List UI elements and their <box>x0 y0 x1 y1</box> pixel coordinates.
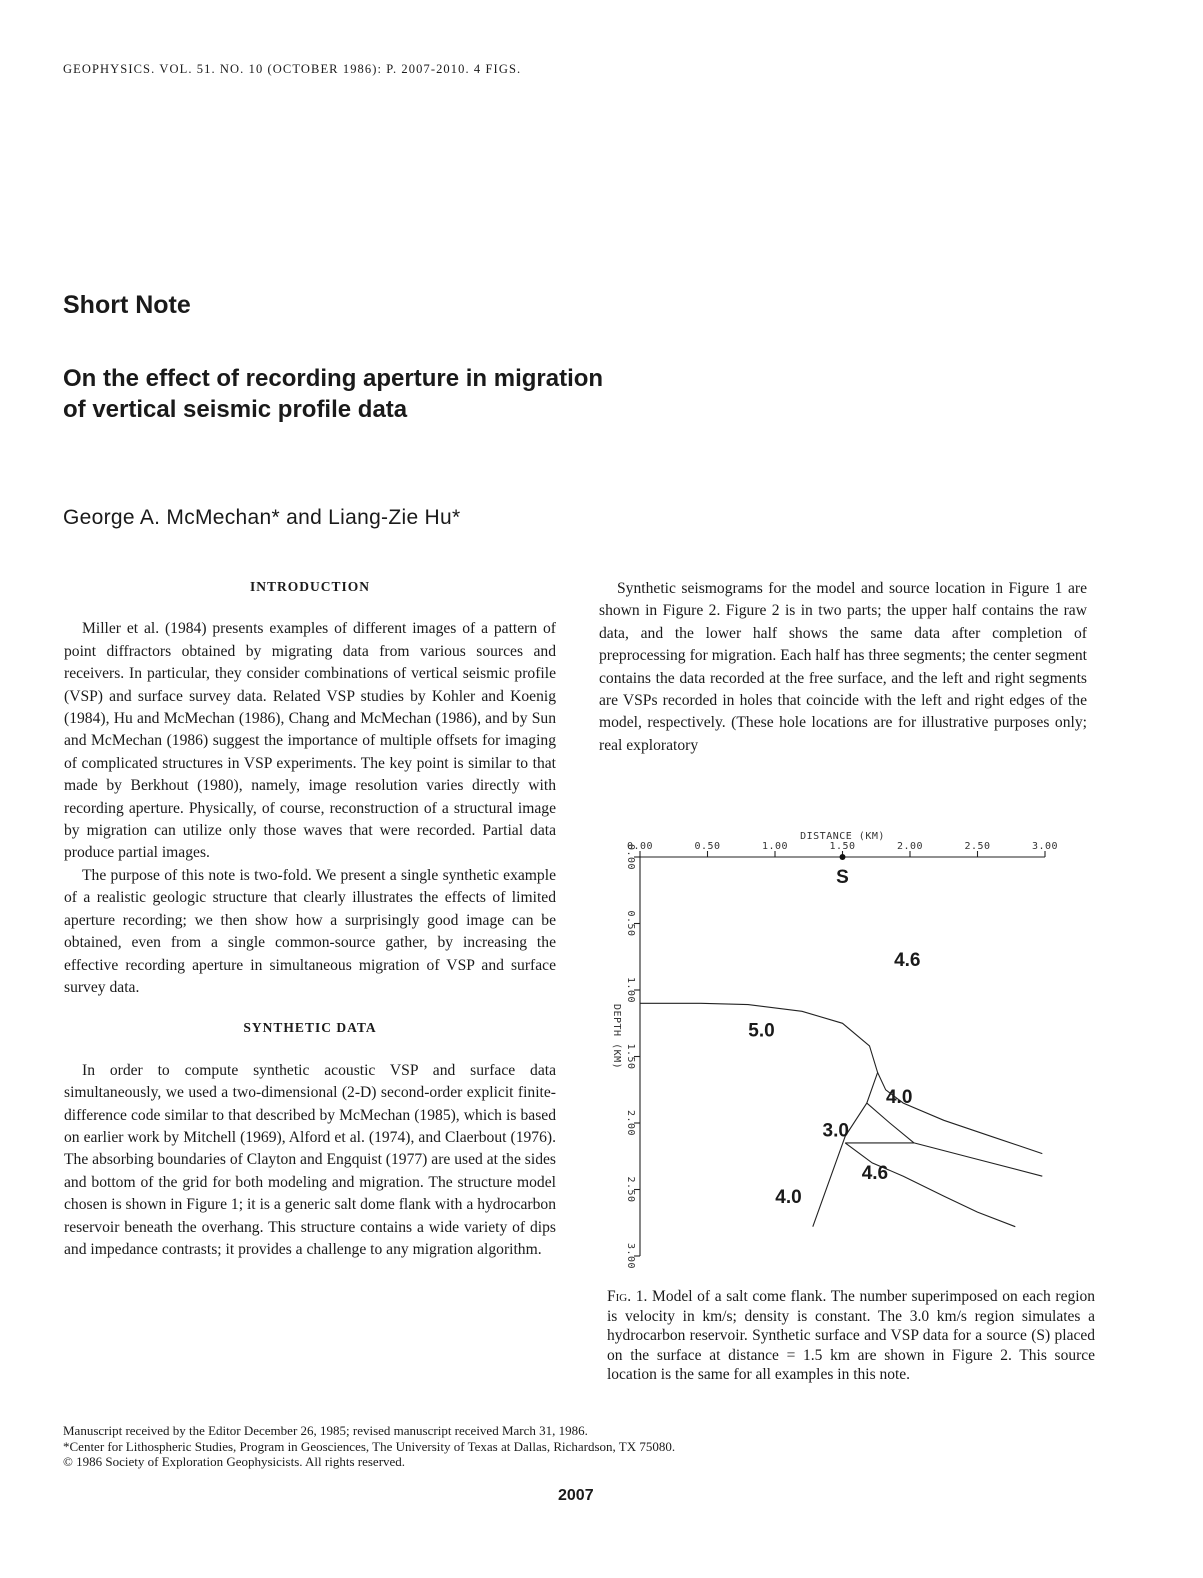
velocity-boundary-line <box>845 1143 1015 1227</box>
distance-tick-label: 2.00 <box>896 841 924 852</box>
left-column <box>64 576 556 1261</box>
figure-1-number: Fig. 1. <box>607 1288 648 1305</box>
figure-1-caption-text: Model of a salt come flank. The number superimposed on each region is velocity in km/s; density is constant. The 3.0 km/s region simulates a hydrocarbon reservoir. Synthetic surface and VSP data for a source (S) placed on the surface at distance = 1.5 km are shown in Figure 2. This source location is the same for all examples in this note. <box>607 1288 1096 1383</box>
depth-tick-label: 1.00 <box>625 976 636 1004</box>
source-marker <box>840 854 846 860</box>
region-velocity-label: 4.6 <box>894 950 921 972</box>
region-labels <box>748 950 920 1208</box>
figure-1 <box>600 826 1100 1281</box>
received-note: Manuscript received by the Editor December 26, 1985; revised manuscript received March 31, 1986. <box>63 1423 588 1438</box>
page-number: 2007 <box>558 1487 594 1504</box>
depth-tick-label: 3.00 <box>625 1242 636 1270</box>
synthetic-data-heading: SYNTHETIC DATA <box>243 1020 377 1036</box>
region-velocity-label: 3.0 <box>822 1120 849 1142</box>
intro-paragraph-1: Miller et al. (1984) presents examples of different images of a pattern of point diffractors obtained by migrating data from various sources and receivers. In particular, they consider combinations of vertical seismic profile (VSP) and surface survey data. Related VSP studies by Kohler and Koenig (1984), Hu and McMechan (1986), Chang and McMechan (1986), and by Sun and McMechan (1986) suggest the importance of multiple offsets for imaging of complicated structures in VSP experiments. The key point is similar to that made by Berkhout (1980), namely, image resolution varies directly with recording aperture. Physically, of course, reconstruction of a structural image by migration can utilize only those waves that were recorded. Partial data produce partial images. <box>64 620 556 862</box>
figure-1-caption <box>607 1287 1095 1385</box>
salt-dome-model-plot <box>600 826 1100 1281</box>
distance-tick-label: 2.50 <box>964 841 991 852</box>
footnotes <box>63 1423 963 1470</box>
velocity-boundary-line <box>914 1143 1042 1176</box>
title-line-1: On the effect of recording aperture in migration <box>63 365 604 392</box>
source-label: S <box>836 867 849 888</box>
synthetic-paragraph-1: In order to compute synthetic acoustic VSP and surface data simultaneously, we used a two-dimensional (2-D) second-order explicit finite-difference code similar to that described by McMechan (1985), which is based on earlier work by Mitchell (1969), Alford et al. (1974), and Claerbout (1976). The absorbing boundaries of Clayton and Engquist (1977) are used at the sides and bottom of the grid for both modeling and migration. The structure model chosen is shown in Figure 1; it is a generic salt dome flank with a hydrocarbon reservoir beneath the overhang. This structure contains a wide variety of dips and impedance contrasts; it provides a challenge to any migration algorithm. <box>64 1061 556 1258</box>
region-velocity-label: 5.0 <box>748 1020 775 1042</box>
distance-tick-label: 0.00 <box>626 841 654 852</box>
depth-tick-label: 2.50 <box>625 1176 636 1203</box>
introduction-heading: INTRODUCTION <box>249 579 370 594</box>
depth-tick-label: 1.50 <box>625 1043 636 1070</box>
affiliation-note: *Center for Lithospheric Studies, Program in Geosciences, The University of Texas at Dallas, Richardson, TX 75080. <box>63 1438 676 1454</box>
depth-tick-label: 0.00 <box>625 843 636 871</box>
velocity-boundaries <box>640 1003 1042 1226</box>
distance-axis-label: DISTANCE (KM) <box>800 831 885 842</box>
right-paragraph-1: Synthetic seismograms for the model and source location in Figure 1 are shown in Figure 2. Figure 2 is in two parts; the upper half contains the raw data, and the lower half shows the same data after completion of preprocessing for migration. Each half has three segments; the center segment contains the data recorded at the free surface, and the left and right segments are VSPs recorded in holes that coincide with the left and right edges of the model, respectively. (These hole locations are for illustrative purposes only; real exploratory <box>599 580 1087 754</box>
axes <box>611 831 1058 1269</box>
depth-tick-label: 2.00 <box>625 1109 636 1137</box>
right-column <box>599 578 1087 757</box>
depth-tick-label: 0.50 <box>625 910 636 937</box>
running-head: GEOPHYSICS. VOL. 51. NO. 10 (OCTOBER 1986): P. 2007-2010. 4 FIGS. <box>63 62 522 76</box>
velocity-boundary-line <box>867 1103 914 1143</box>
distance-tick-label: 1.00 <box>761 841 789 852</box>
copyright-note: © 1986 Society of Exploration Geophysicists. All rights reserved. <box>63 1454 406 1469</box>
title-line-2: of vertical seismic profile data <box>63 396 408 423</box>
velocity-boundary-line <box>878 1073 1043 1154</box>
section-label: Short Note <box>63 291 191 319</box>
region-velocity-label: 4.0 <box>775 1186 802 1208</box>
distance-tick-label: 3.00 <box>1031 841 1059 852</box>
distance-tick-label: 1.50 <box>829 841 856 852</box>
authors: George A. McMechan* and Liang-Zie Hu* <box>63 506 461 529</box>
region-velocity-label: 4.6 <box>861 1162 889 1184</box>
depth-axis-label: DEPTH (KM) <box>611 1003 622 1070</box>
distance-tick-label: 0.50 <box>694 841 721 852</box>
region-velocity-label: 4.0 <box>885 1087 913 1109</box>
article-title <box>63 363 763 425</box>
intro-paragraph-2: The purpose of this note is two-fold. We present a single synthetic example of a realistic geologic structure that clearly illustrates the effects of limited aperture recording; we then show how a surprisingly good image can be obtained, even from a single common-source gather, by increasing the effective recording aperture in simultaneous migration of VSP and surface survey data. <box>64 866 556 996</box>
